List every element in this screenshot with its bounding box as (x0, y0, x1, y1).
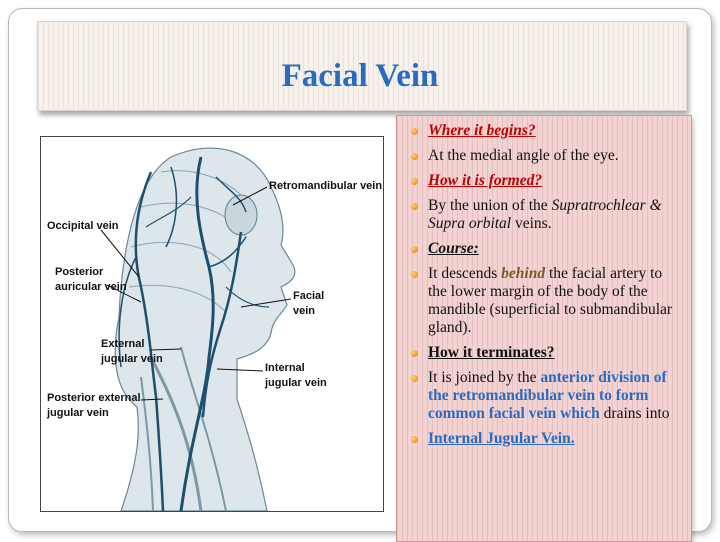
label-line: Posterior (55, 266, 104, 278)
bullet-list (397, 116, 691, 448)
label-facial-vein (293, 289, 324, 319)
list-item (409, 240, 683, 258)
text-formed-veins: Supratrochlear & Supra orbital (428, 197, 662, 232)
label-line: External (101, 338, 145, 350)
list-item (409, 197, 683, 233)
anatomy-figure (40, 136, 384, 512)
label-line: auricular vein (55, 280, 127, 293)
bullet-icon (411, 203, 418, 210)
text-internal-jugular: Internal Jugular Vein. (428, 430, 575, 447)
label-line: jugular vein (101, 352, 163, 365)
list-item (409, 344, 683, 362)
label-line: vein (293, 304, 316, 317)
bullet-icon (411, 350, 418, 357)
list-item (409, 147, 683, 165)
heading-course: Course: (428, 240, 479, 257)
bullet-icon (411, 246, 418, 253)
label-occipital-vein: Occipital vein (47, 220, 119, 232)
label-external-jugular-vein (101, 337, 163, 367)
label-posterior-auricular-vein (55, 265, 127, 295)
text-course-behind: behind (501, 265, 546, 282)
bullet-icon (411, 271, 418, 278)
list-item (409, 172, 683, 190)
bullet-icon (411, 375, 418, 382)
text-terminates-blue: anterior division of the retromandibular vein to form common facial vein which (428, 369, 667, 422)
label-line: Facial (293, 290, 325, 302)
heading-how-terminates: How it terminates? (428, 344, 555, 361)
heading-where-begins: Where it begins? (428, 122, 536, 139)
label-line: Posterior external (47, 392, 141, 404)
bullet-icon (411, 178, 418, 185)
list-item (409, 265, 683, 337)
label-line: Internal (265, 362, 305, 374)
label-line: jugular vein (47, 406, 109, 419)
text-course-post: the facial artery to the lower margin of the body of the mandible (superficial to submandibular gland). (428, 265, 673, 336)
bullet-icon (411, 128, 418, 135)
bullet-icon (411, 153, 418, 160)
text-formed-pre: By the union of the (428, 197, 548, 214)
page-title: Facial Vein (281, 58, 439, 94)
text-begins-answer: At the medial angle of the eye. (428, 147, 619, 164)
label-line: jugular vein (265, 376, 327, 389)
list-item (409, 369, 683, 423)
label-retromandibular-vein: Retromandibular vein (269, 180, 383, 192)
text-formed-post: veins. (514, 215, 552, 232)
text-terminates-post: drains into (603, 405, 670, 422)
text-terminates-pre: It is joined by the (428, 369, 537, 386)
heading-how-formed: How it is formed? (428, 172, 543, 189)
content-panel (396, 115, 692, 542)
bullet-icon (411, 436, 418, 443)
list-item (409, 430, 683, 448)
label-posterior-external-jugular-vein (47, 391, 141, 421)
list-item (409, 122, 683, 140)
label-internal-jugular-vein (265, 361, 327, 391)
text-course-pre: It descends (428, 265, 498, 282)
